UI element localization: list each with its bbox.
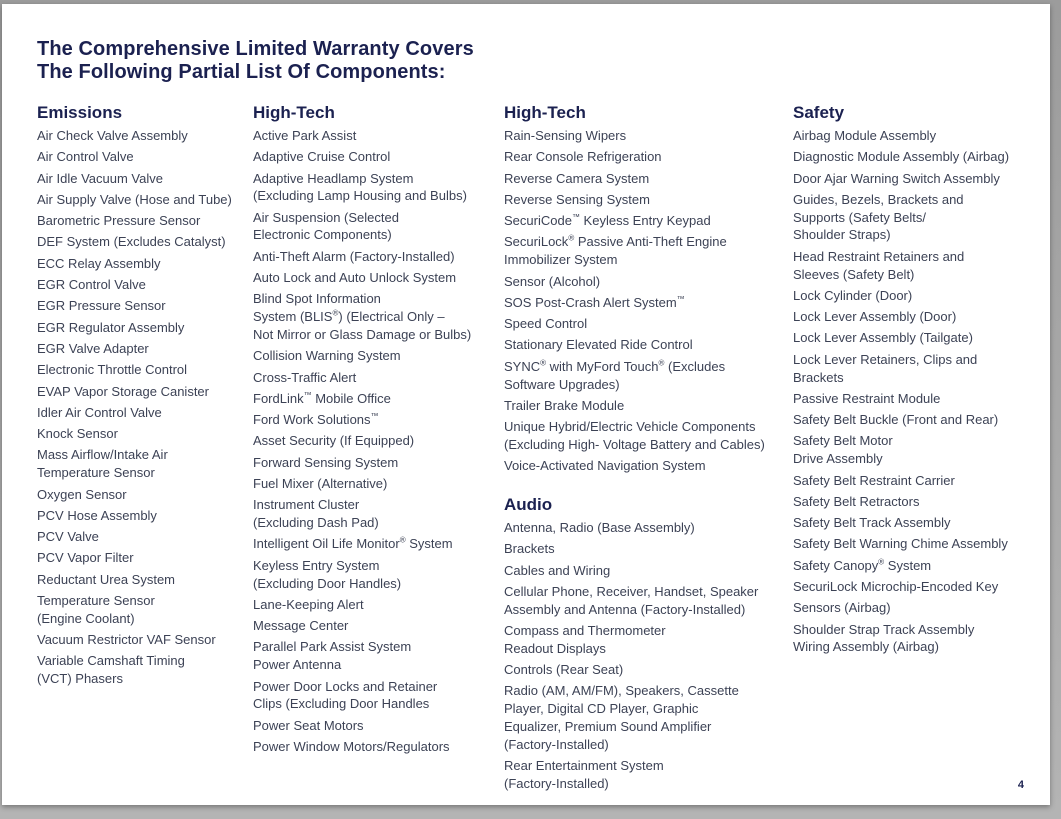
list-item xyxy=(504,148,788,166)
list-item xyxy=(37,404,247,422)
list-item-line: Power Antenna xyxy=(253,657,342,673)
trademark-symbol: ™ xyxy=(676,294,685,304)
list-item xyxy=(37,319,247,337)
list-item-line: Shoulder Strap Track Assembly xyxy=(793,621,975,637)
list-item-line: Safety Belt Retractors xyxy=(793,493,920,509)
list-item xyxy=(37,549,247,567)
list-item xyxy=(37,191,247,209)
list-item-line: Cables and Wiring xyxy=(504,562,611,578)
list-item-line: Parallel Park Assist System xyxy=(253,639,412,655)
list-item-line: Power Window Motors/Regulators xyxy=(253,738,450,754)
section-heading: Safety xyxy=(793,103,845,122)
list-item-line: Lock Lever Retainers, Clips and xyxy=(793,351,978,367)
list-item xyxy=(37,528,247,546)
list-item-line: Door Ajar Warning Switch Assembly xyxy=(793,170,1000,186)
list-item xyxy=(504,315,788,333)
component-list xyxy=(253,127,498,756)
list-item-line: Fuel Mixer (Alternative) xyxy=(253,476,388,492)
list-item xyxy=(504,418,788,454)
list-item xyxy=(504,294,788,312)
list-item-line: (Factory-Installed) xyxy=(504,736,609,752)
list-item-line: Adaptive Cruise Control xyxy=(253,149,391,165)
column-safety xyxy=(793,103,1043,660)
list-item-line: Diagnostic Module Assembly (Airbag) xyxy=(793,149,1010,165)
list-item-line: Reverse Sensing System xyxy=(504,191,650,207)
list-item-line: (Factory-Installed) xyxy=(504,775,609,791)
list-item-line: Air Check Valve Assembly xyxy=(37,128,188,143)
list-item-line: Unique Hybrid/Electric Vehicle Components xyxy=(504,419,756,435)
list-item-line: Forward Sensing System xyxy=(253,454,399,470)
list-item xyxy=(793,308,1043,326)
list-item xyxy=(253,248,498,266)
registered-symbol: ® xyxy=(658,358,665,368)
list-item xyxy=(793,411,1043,429)
section-heading: High-Tech xyxy=(504,103,586,122)
component-list xyxy=(504,519,788,793)
list-item-line: (Excluding High- Voltage Battery and Cables) xyxy=(504,436,765,452)
list-item-line: Rear Console Refrigeration xyxy=(504,149,662,165)
list-item xyxy=(253,148,498,166)
list-item xyxy=(253,390,498,408)
list-item-line: PCV Valve xyxy=(37,529,99,545)
list-item xyxy=(793,351,1043,387)
list-item xyxy=(504,212,788,230)
list-item-line: Cellular Phone, Receiver, Handset, Speaker xyxy=(504,583,759,599)
list-item xyxy=(793,557,1043,575)
list-item xyxy=(504,661,788,679)
list-item xyxy=(504,562,788,580)
list-item-line: PCV Hose Assembly xyxy=(37,507,157,523)
list-item xyxy=(37,652,247,688)
column-high-tech-2-audio xyxy=(504,103,788,796)
list-item xyxy=(504,622,788,658)
list-item-line: Airbag Module Assembly xyxy=(793,128,937,143)
list-item-line: Controls (Rear Seat) xyxy=(504,662,624,678)
list-item xyxy=(793,535,1043,553)
list-item-line: Wiring Assembly (Airbag) xyxy=(793,639,939,655)
list-item xyxy=(504,519,788,537)
list-item xyxy=(253,209,498,245)
list-item xyxy=(793,329,1043,347)
list-item-line: Safety Belt Warning Chime Assembly xyxy=(793,536,1008,552)
list-item xyxy=(793,148,1043,166)
list-item-line: Reductant Urea System xyxy=(37,571,176,587)
list-item xyxy=(37,255,247,273)
list-item-line: System (BLIS®) (Electrical Only – xyxy=(253,308,445,325)
list-item xyxy=(793,599,1043,617)
list-item-line: Speed Control xyxy=(504,316,588,332)
list-item xyxy=(37,631,247,649)
list-item xyxy=(253,596,498,614)
list-item-line: Reverse Camera System xyxy=(504,170,650,186)
section-safety xyxy=(793,103,1043,656)
section-high-tech xyxy=(253,103,498,756)
list-item-line: Clips (Excluding Door Handles xyxy=(253,696,430,712)
list-item-line: Passive Restraint Module xyxy=(793,390,941,406)
list-item xyxy=(504,457,788,475)
list-item-line: Ford Work Solutions™ xyxy=(253,411,379,428)
list-item-line: Auto Lock and Auto Unlock System xyxy=(253,270,457,286)
list-item-line: Anti-Theft Alarm (Factory-Installed) xyxy=(253,248,455,264)
list-item-line: Guides, Bezels, Brackets and xyxy=(793,191,964,207)
list-item-line: Assembly and Antenna (Factory-Installed) xyxy=(504,601,746,617)
list-item-line: Air Control Valve xyxy=(37,149,134,165)
page-title-line-1: The Comprehensive Limited Warranty Covers xyxy=(37,38,474,60)
list-item-line: Adaptive Headlamp System xyxy=(253,170,414,186)
list-item-line: Oxygen Sensor xyxy=(37,486,127,502)
list-item-line: Shoulder Straps) xyxy=(793,227,891,243)
component-list xyxy=(37,127,247,688)
page-title xyxy=(37,38,474,83)
list-item-line: SYNC® with MyFord Touch® (Excludes xyxy=(504,358,726,374)
list-item-line: Variable Camshaft Timing xyxy=(37,653,185,669)
list-item xyxy=(253,411,498,429)
list-item-line: Immobilizer System xyxy=(504,252,618,268)
list-item-line: Instrument Cluster xyxy=(253,497,360,513)
list-item xyxy=(504,358,788,394)
list-item xyxy=(37,592,247,628)
list-item-line: Not Mirror or Glass Damage or Bulbs) xyxy=(253,326,472,342)
list-item xyxy=(253,127,498,145)
list-item-line: Lock Lever Assembly (Door) xyxy=(793,309,957,325)
list-item-line: Lock Cylinder (Door) xyxy=(793,287,913,303)
list-item xyxy=(793,127,1043,145)
list-item-line: Barometric Pressure Sensor xyxy=(37,213,201,229)
list-item xyxy=(793,493,1043,511)
list-item-line: Safety Belt Motor xyxy=(793,433,893,449)
section-high-tech xyxy=(504,103,788,475)
list-item-line: SecuriLock Microchip-Encoded Key xyxy=(793,579,999,595)
list-item-line: Supports (Safety Belts/ xyxy=(793,209,926,225)
list-item-line: Rain-Sensing Wipers xyxy=(504,128,627,143)
list-item-line: EGR Regulator Assembly xyxy=(37,319,185,335)
registered-symbol: ® xyxy=(399,536,406,546)
page-title-line-2: The Following Partial List Of Components: xyxy=(37,60,446,83)
list-item-line: SOS Post-Crash Alert System™ xyxy=(504,294,685,310)
list-item-line: Head Restraint Retainers and xyxy=(793,248,965,264)
list-item-line: Electronic Components) xyxy=(253,227,392,243)
list-item xyxy=(793,390,1043,408)
list-item xyxy=(37,383,247,401)
list-item xyxy=(793,170,1043,188)
list-item-line: (Excluding Door Handles) xyxy=(253,575,402,591)
list-item-line: Safety Belt Restraint Carrier xyxy=(793,472,955,488)
list-item xyxy=(37,297,247,315)
list-item-line: (Excluding Lamp Housing and Bulbs) xyxy=(253,188,467,204)
list-item xyxy=(504,757,788,793)
list-item xyxy=(793,248,1043,284)
list-item-line: Mass Airflow/Intake Air xyxy=(37,447,168,463)
list-item xyxy=(504,682,788,753)
list-item-line: Vacuum Restrictor VAF Sensor xyxy=(37,632,216,648)
list-item xyxy=(37,340,247,358)
list-item-line: Brackets xyxy=(504,541,555,557)
list-item-line: Sleeves (Safety Belt) xyxy=(793,266,915,282)
list-item-line: Antenna, Radio (Base Assembly) xyxy=(504,520,695,536)
list-item-line: Player, Digital CD Player, Graphic xyxy=(504,701,699,717)
list-item xyxy=(37,446,247,482)
list-item-line: Software Upgrades) xyxy=(504,376,620,392)
list-item-line: Power Seat Motors xyxy=(253,717,364,733)
registered-symbol: ® xyxy=(540,358,547,368)
list-item-line: EGR Control Valve xyxy=(37,277,146,293)
list-item-line: Lane-Keeping Alert xyxy=(253,596,364,612)
column-emissions xyxy=(37,103,247,692)
trademark-symbol: ™ xyxy=(370,411,379,421)
registered-symbol: ® xyxy=(568,234,575,244)
list-item xyxy=(37,571,247,589)
list-item xyxy=(504,397,788,415)
list-item xyxy=(793,287,1043,305)
list-item xyxy=(253,717,498,735)
list-item-line: Trailer Brake Module xyxy=(504,397,625,413)
list-item-line: Safety Belt Buckle (Front and Rear) xyxy=(793,412,999,428)
list-item-line: EGR Pressure Sensor xyxy=(37,298,166,314)
list-item xyxy=(37,127,247,145)
list-item-line: Knock Sensor xyxy=(37,426,118,442)
list-item-line: Radio (AM, AM/FM), Speakers, Cassette xyxy=(504,683,739,699)
list-item-line: Intelligent Oil Life Monitor® System xyxy=(253,536,453,552)
list-item xyxy=(504,233,788,269)
list-item-line: Active Park Assist xyxy=(253,128,357,143)
list-item-line: (VCT) Phasers xyxy=(37,671,123,687)
list-item xyxy=(504,127,788,145)
list-item-line: Readout Displays xyxy=(504,640,606,656)
list-item-line: Sensor (Alcohol) xyxy=(504,273,601,289)
list-item-line: EVAP Vapor Storage Canister xyxy=(37,383,209,399)
list-item xyxy=(504,273,788,291)
list-item-line: Temperature Sensor xyxy=(37,465,155,481)
list-item-line: Compass and Thermometer xyxy=(504,623,666,639)
list-item-line: Rear Entertainment System xyxy=(504,758,664,774)
list-item-line: Electronic Throttle Control xyxy=(37,362,188,378)
list-item xyxy=(37,212,247,230)
list-item-line: SecuriCode™ Keyless Entry Keypad xyxy=(504,212,711,229)
list-item-line: Idler Air Control Valve xyxy=(37,404,162,420)
list-item xyxy=(253,535,498,553)
list-item xyxy=(253,170,498,206)
list-item xyxy=(37,148,247,166)
list-item-line: SecuriLock® Passive Anti-Theft Engine xyxy=(504,234,727,250)
list-item-line: (Engine Coolant) xyxy=(37,610,135,626)
list-item-line: Stationary Elevated Ride Control xyxy=(504,337,693,353)
list-item-line: Drive Assembly xyxy=(793,451,883,467)
list-item xyxy=(504,336,788,354)
list-item xyxy=(37,486,247,504)
list-item-line: Equalizer, Premium Sound Amplifier xyxy=(504,719,712,735)
component-list xyxy=(504,127,788,475)
list-item xyxy=(253,638,498,674)
list-item xyxy=(504,170,788,188)
list-item xyxy=(253,347,498,365)
list-item-line: Temperature Sensor xyxy=(37,593,155,609)
list-item xyxy=(253,454,498,472)
list-item xyxy=(37,425,247,443)
list-item-line: PCV Vapor Filter xyxy=(37,550,134,566)
column-high-tech-1 xyxy=(253,103,498,759)
list-item xyxy=(793,191,1043,244)
list-item-line: EGR Valve Adapter xyxy=(37,340,149,356)
list-item xyxy=(37,233,247,251)
list-item xyxy=(253,496,498,532)
section-emissions xyxy=(37,103,247,688)
registered-symbol: ® xyxy=(332,308,339,318)
list-item-line: Lock Lever Assembly (Tailgate) xyxy=(793,330,973,346)
list-item xyxy=(253,738,498,756)
section-audio xyxy=(504,495,788,793)
list-item-line: Collision Warning System xyxy=(253,348,401,364)
list-item-line: Safety Canopy® System xyxy=(793,557,932,573)
list-item xyxy=(793,432,1043,468)
list-item xyxy=(253,678,498,714)
list-item xyxy=(253,269,498,287)
list-item-line: Safety Belt Track Assembly xyxy=(793,515,951,531)
list-item-line: Air Suspension (Selected xyxy=(253,209,399,225)
list-item xyxy=(504,191,788,209)
list-item-line: Sensors (Airbag) xyxy=(793,600,891,616)
page-number: 4 xyxy=(1017,779,1024,791)
list-item-line: (Excluding Dash Pad) xyxy=(253,515,379,531)
list-item xyxy=(793,472,1043,490)
document-page xyxy=(2,4,1050,805)
list-item-line: Power Door Locks and Retainer xyxy=(253,678,438,694)
list-item-line: Keyless Entry System xyxy=(253,557,380,573)
section-heading: Audio xyxy=(504,495,553,515)
list-item-line: Blind Spot Information xyxy=(253,291,381,307)
list-item xyxy=(37,361,247,379)
list-item-line: Voice-Activated Navigation System xyxy=(504,458,706,474)
list-item-line: Brackets xyxy=(793,369,844,385)
registered-symbol: ® xyxy=(878,557,885,567)
section-heading: Emissions xyxy=(37,103,123,122)
list-item xyxy=(37,507,247,525)
list-item-line: DEF System (Excludes Catalyst) xyxy=(37,234,226,250)
list-item-line: FordLink™ Mobile Office xyxy=(253,390,391,406)
list-item-line: ECC Relay Assembly xyxy=(37,255,161,271)
trademark-symbol: ™ xyxy=(303,390,312,400)
list-item xyxy=(793,514,1043,532)
list-item xyxy=(504,540,788,558)
component-list xyxy=(793,127,1043,656)
list-item xyxy=(253,290,498,343)
list-item xyxy=(793,621,1043,657)
section-heading: High-Tech xyxy=(253,103,335,122)
list-item xyxy=(37,276,247,294)
list-item xyxy=(253,557,498,593)
list-item xyxy=(793,578,1043,596)
list-item xyxy=(253,475,498,493)
list-item-line: Asset Security (If Equipped) xyxy=(253,433,415,449)
list-item-line: Cross-Traffic Alert xyxy=(253,369,357,385)
trademark-symbol: ™ xyxy=(571,212,580,222)
list-item xyxy=(504,583,788,619)
list-item-line: Air Idle Vacuum Valve xyxy=(37,170,163,186)
list-item xyxy=(253,432,498,450)
list-item xyxy=(253,369,498,387)
list-item xyxy=(37,170,247,188)
list-item xyxy=(253,617,498,635)
list-item-line: Message Center xyxy=(253,618,349,634)
list-item-line: Air Supply Valve (Hose and Tube) xyxy=(37,191,232,207)
